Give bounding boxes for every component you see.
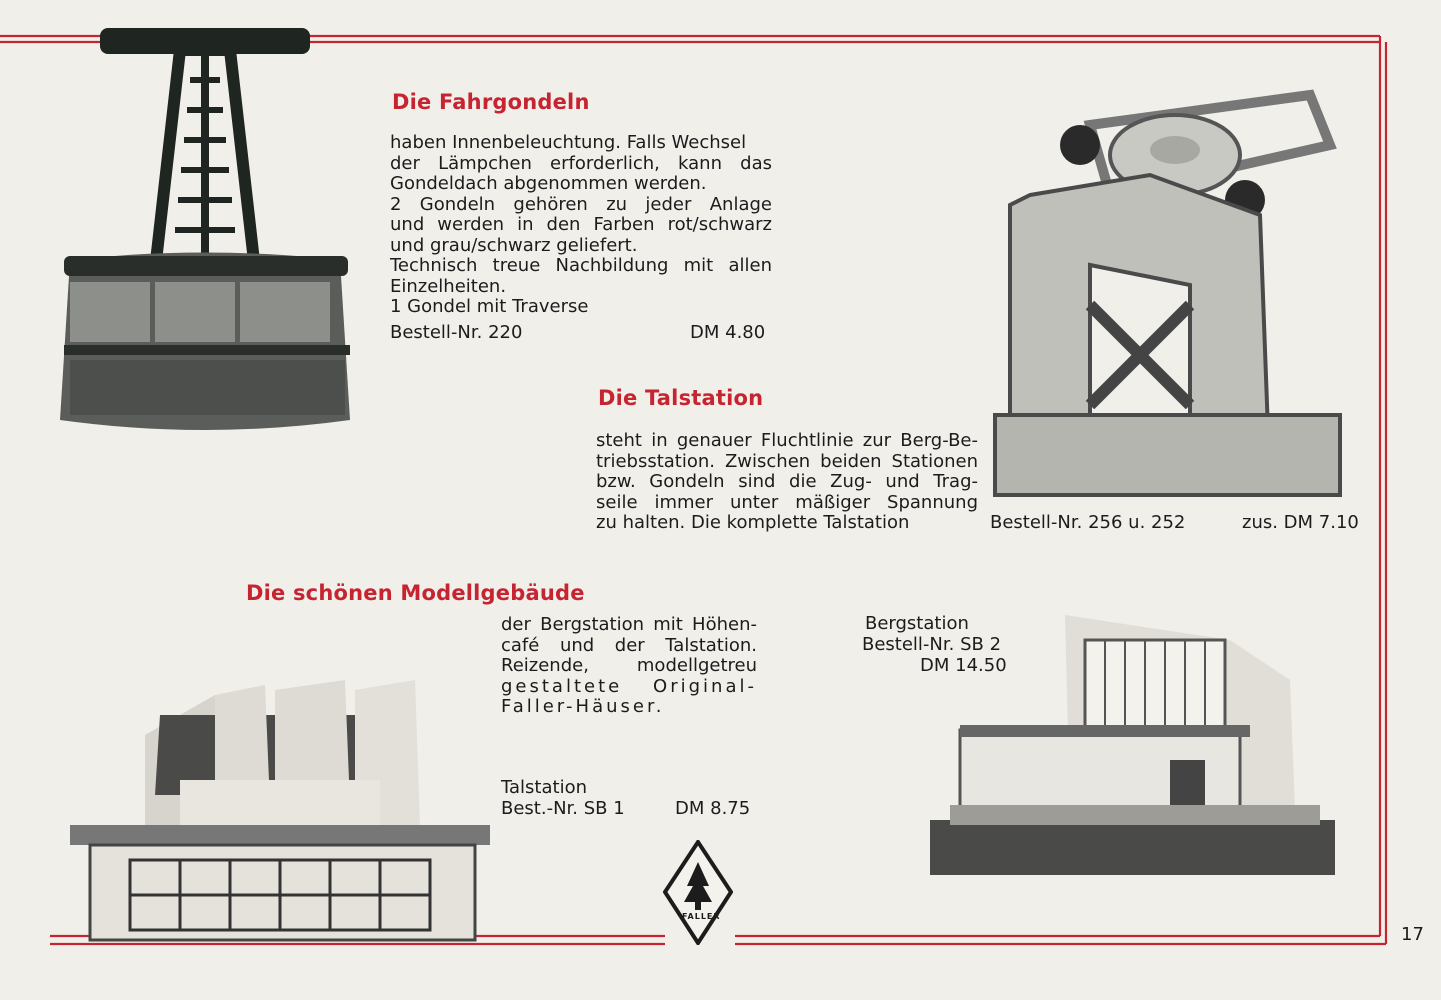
gondola-line: und werden in den Farben rot/schwarz — [390, 214, 772, 235]
gondola-line: haben Innenbeleuchtung. Falls Wechsel — [390, 132, 747, 153]
gondola-image — [50, 20, 360, 440]
valley-station-line: steht in genauer Fluchtlinie zur Berg-Be- — [596, 430, 978, 451]
valley-station-line: bzw. Gondeln sind die Zug- und Trag- — [596, 471, 978, 492]
buildings-heading: Die schönen Modellgebäude — [246, 581, 585, 605]
logo-text: FALLER — [682, 912, 721, 921]
gondola-line: Einzelheiten. — [390, 275, 507, 297]
gondola-description — [390, 133, 772, 318]
buildings-line: Faller-Häuser. — [501, 696, 665, 717]
gondola-line: 1 Gondel mit Traverse — [390, 296, 589, 317]
page-number: 17 — [1401, 924, 1424, 945]
gondola-line: der Lämpchen erforderlich, kann das — [390, 152, 772, 174]
gondola-heading: Die Fahrgondeln — [392, 90, 590, 114]
faller-logo-mark — [663, 840, 733, 945]
valley-station-line: triebsstation. Zwischen beiden Stationen — [596, 450, 978, 472]
valley-station-line: zu halten. Die komplette Talstation — [596, 512, 910, 533]
bergstation-order-no: Bestell-Nr. SB 2 — [862, 634, 1002, 655]
buildings-line: gestaltete Original- — [501, 675, 757, 697]
valley-station-order-no: Bestell-Nr. 256 u. 252 — [990, 512, 1186, 533]
valley-station-heading: Die Talstation — [598, 386, 764, 410]
gondola-order-no: Bestell-Nr. 220 — [390, 322, 523, 343]
bergstation-name: Bergstation — [865, 613, 969, 634]
gondola-price: DM 4.80 — [690, 322, 766, 343]
buildings-line: Reizende, modellgetreu — [501, 655, 757, 676]
valley-station-price: zus. DM 7.10 — [1242, 512, 1359, 533]
talstation-name: Talstation — [501, 777, 587, 798]
buildings-line: café und der Talstation. — [501, 634, 757, 656]
talstation-building-image — [65, 675, 505, 950]
valley-station-image — [990, 85, 1350, 510]
gondola-line: 2 Gondeln gehören zu jeder Anlage — [390, 193, 772, 215]
valley-station-description — [596, 431, 978, 534]
bergstation-price: DM 14.50 — [920, 655, 1007, 676]
gondola-line: Gondeldach abgenommen werden. — [390, 173, 707, 194]
valley-station-line: seile immer unter mäßiger Spannung — [596, 491, 978, 513]
talstation-price: DM 8.75 — [675, 798, 751, 819]
gondola-line: und grau/schwarz geliefert. — [390, 234, 638, 256]
gondola-line: Technisch treue Nachbildung mit allen — [390, 255, 772, 276]
faller-logo — [663, 840, 733, 945]
buildings-description — [501, 615, 757, 718]
talstation-order-no: Best.-Nr. SB 1 — [501, 798, 625, 819]
buildings-line: der Bergstation mit Höhen- — [501, 614, 757, 635]
